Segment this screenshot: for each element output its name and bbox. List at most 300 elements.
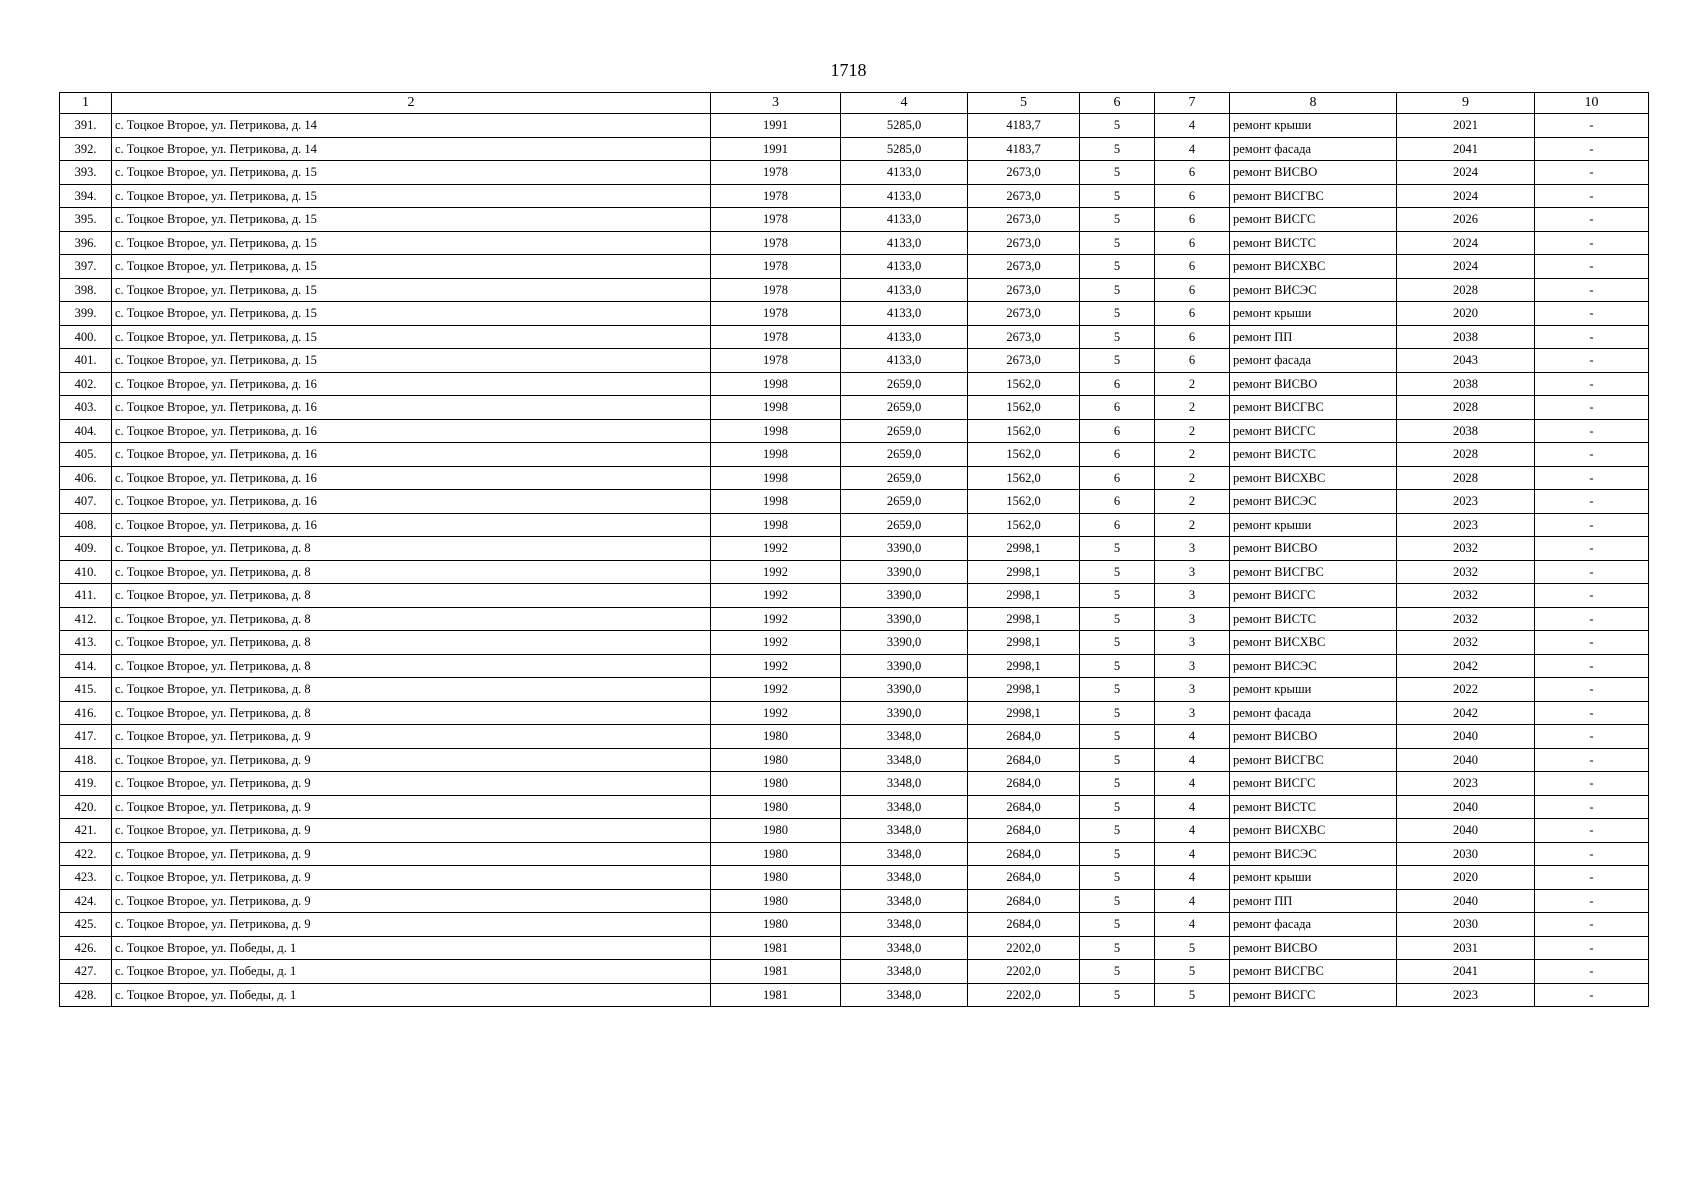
cell-total-area: 3348,0 — [841, 936, 968, 960]
cell-address: с. Тоцкое Второе, ул. Петрикова, д. 9 — [112, 748, 711, 772]
cell-row-number: 427. — [60, 960, 112, 984]
cell-planned-year: 2024 — [1397, 255, 1535, 279]
cell-planned-year: 2040 — [1397, 889, 1535, 913]
cell-living-area: 2684,0 — [968, 748, 1080, 772]
cell-year-built: 1992 — [711, 654, 841, 678]
cell-floors: 5 — [1080, 725, 1155, 749]
cell-living-area: 2998,1 — [968, 631, 1080, 655]
cell-entrances: 3 — [1155, 654, 1230, 678]
cell-entrances: 4 — [1155, 748, 1230, 772]
cell-year-built: 1992 — [711, 560, 841, 584]
cell-note: - — [1535, 443, 1649, 467]
cell-address: с. Тоцкое Второе, ул. Петрикова, д. 15 — [112, 231, 711, 255]
cell-note: - — [1535, 325, 1649, 349]
cell-entrances: 5 — [1155, 960, 1230, 984]
table-row — [60, 114, 1649, 138]
cell-total-area: 4133,0 — [841, 231, 968, 255]
column-header-2: 2 — [112, 93, 711, 114]
cell-address: с. Тоцкое Второе, ул. Петрикова, д. 16 — [112, 513, 711, 537]
cell-living-area: 2684,0 — [968, 842, 1080, 866]
cell-year-built: 1998 — [711, 419, 841, 443]
column-header-10: 10 — [1535, 93, 1649, 114]
cell-living-area: 2998,1 — [968, 654, 1080, 678]
cell-year-built: 1992 — [711, 701, 841, 725]
cell-entrances: 4 — [1155, 913, 1230, 937]
cell-planned-year: 2024 — [1397, 231, 1535, 255]
cell-address: с. Тоцкое Второе, ул. Петрикова, д. 9 — [112, 725, 711, 749]
table-row — [60, 795, 1649, 819]
cell-work-type: ремонт ВИСЭС — [1230, 278, 1397, 302]
cell-note: - — [1535, 372, 1649, 396]
cell-year-built: 1978 — [711, 325, 841, 349]
cell-address: с. Тоцкое Второе, ул. Победы, д. 1 — [112, 983, 711, 1007]
cell-note: - — [1535, 137, 1649, 161]
cell-work-type: ремонт ВИСГС — [1230, 208, 1397, 232]
cell-living-area: 2673,0 — [968, 231, 1080, 255]
cell-entrances: 4 — [1155, 114, 1230, 138]
cell-planned-year: 2022 — [1397, 678, 1535, 702]
cell-total-area: 3348,0 — [841, 725, 968, 749]
table-row — [60, 866, 1649, 890]
cell-total-area: 3348,0 — [841, 866, 968, 890]
column-header-6: 6 — [1080, 93, 1155, 114]
cell-work-type: ремонт ВИСВО — [1230, 161, 1397, 185]
cell-address: с. Тоцкое Второе, ул. Петрикова, д. 15 — [112, 278, 711, 302]
cell-living-area: 4183,7 — [968, 114, 1080, 138]
cell-row-number: 420. — [60, 795, 112, 819]
cell-address: с. Тоцкое Второе, ул. Петрикова, д. 9 — [112, 795, 711, 819]
cell-entrances: 3 — [1155, 631, 1230, 655]
cell-floors: 5 — [1080, 631, 1155, 655]
cell-planned-year: 2040 — [1397, 725, 1535, 749]
cell-address: с. Тоцкое Второе, ул. Петрикова, д. 9 — [112, 842, 711, 866]
table-row — [60, 513, 1649, 537]
cell-year-built: 1998 — [711, 513, 841, 537]
cell-work-type: ремонт ВИСХВС — [1230, 631, 1397, 655]
cell-work-type: ремонт фасада — [1230, 137, 1397, 161]
cell-work-type: ремонт ВИСВО — [1230, 372, 1397, 396]
cell-note: - — [1535, 772, 1649, 796]
cell-year-built: 1980 — [711, 889, 841, 913]
cell-planned-year: 2021 — [1397, 114, 1535, 138]
cell-entrances: 2 — [1155, 466, 1230, 490]
cell-address: с. Тоцкое Второе, ул. Петрикова, д. 8 — [112, 560, 711, 584]
cell-work-type: ремонт ВИСГВС — [1230, 184, 1397, 208]
cell-entrances: 4 — [1155, 842, 1230, 866]
cell-year-built: 1981 — [711, 960, 841, 984]
cell-entrances: 6 — [1155, 208, 1230, 232]
cell-row-number: 396. — [60, 231, 112, 255]
cell-floors: 5 — [1080, 208, 1155, 232]
cell-note: - — [1535, 161, 1649, 185]
table-row — [60, 889, 1649, 913]
cell-planned-year: 2040 — [1397, 748, 1535, 772]
cell-work-type: ремонт ВИСЭС — [1230, 490, 1397, 514]
cell-entrances: 2 — [1155, 419, 1230, 443]
cell-total-area: 3390,0 — [841, 607, 968, 631]
cell-total-area: 3390,0 — [841, 584, 968, 608]
cell-work-type: ремонт ВИСВО — [1230, 936, 1397, 960]
cell-note: - — [1535, 725, 1649, 749]
table-row — [60, 443, 1649, 467]
cell-note: - — [1535, 302, 1649, 326]
cell-note: - — [1535, 631, 1649, 655]
cell-work-type: ремонт ВИСВО — [1230, 537, 1397, 561]
cell-note: - — [1535, 231, 1649, 255]
cell-row-number: 397. — [60, 255, 112, 279]
cell-floors: 5 — [1080, 607, 1155, 631]
cell-note: - — [1535, 278, 1649, 302]
table-row — [60, 631, 1649, 655]
cell-entrances: 3 — [1155, 560, 1230, 584]
cell-entrances: 4 — [1155, 866, 1230, 890]
column-header-9: 9 — [1397, 93, 1535, 114]
cell-planned-year: 2032 — [1397, 537, 1535, 561]
table-row — [60, 772, 1649, 796]
cell-address: с. Тоцкое Второе, ул. Петрикова, д. 15 — [112, 208, 711, 232]
cell-note: - — [1535, 537, 1649, 561]
cell-floors: 5 — [1080, 184, 1155, 208]
cell-work-type: ремонт ВИСХВС — [1230, 819, 1397, 843]
cell-address: с. Тоцкое Второе, ул. Петрикова, д. 16 — [112, 466, 711, 490]
cell-floors: 5 — [1080, 819, 1155, 843]
cell-note: - — [1535, 466, 1649, 490]
cell-total-area: 2659,0 — [841, 372, 968, 396]
cell-entrances: 6 — [1155, 231, 1230, 255]
cell-planned-year: 2026 — [1397, 208, 1535, 232]
cell-total-area: 3348,0 — [841, 960, 968, 984]
cell-address: с. Тоцкое Второе, ул. Петрикова, д. 15 — [112, 349, 711, 373]
cell-floors: 5 — [1080, 349, 1155, 373]
cell-row-number: 411. — [60, 584, 112, 608]
cell-floors: 6 — [1080, 372, 1155, 396]
cell-row-number: 421. — [60, 819, 112, 843]
cell-entrances: 6 — [1155, 325, 1230, 349]
cell-work-type: ремонт ПП — [1230, 325, 1397, 349]
cell-floors: 6 — [1080, 490, 1155, 514]
table-row — [60, 960, 1649, 984]
cell-address: с. Тоцкое Второе, ул. Петрикова, д. 9 — [112, 866, 711, 890]
cell-living-area: 2202,0 — [968, 936, 1080, 960]
cell-living-area: 2998,1 — [968, 701, 1080, 725]
table-row — [60, 842, 1649, 866]
cell-work-type: ремонт ВИСТС — [1230, 443, 1397, 467]
cell-row-number: 419. — [60, 772, 112, 796]
cell-row-number: 400. — [60, 325, 112, 349]
cell-total-area: 2659,0 — [841, 396, 968, 420]
cell-row-number: 403. — [60, 396, 112, 420]
cell-floors: 5 — [1080, 584, 1155, 608]
cell-living-area: 1562,0 — [968, 466, 1080, 490]
cell-entrances: 3 — [1155, 607, 1230, 631]
cell-row-number: 415. — [60, 678, 112, 702]
cell-year-built: 1998 — [711, 466, 841, 490]
cell-row-number: 407. — [60, 490, 112, 514]
cell-total-area: 3390,0 — [841, 701, 968, 725]
cell-note: - — [1535, 795, 1649, 819]
cell-floors: 5 — [1080, 772, 1155, 796]
table-row — [60, 255, 1649, 279]
cell-living-area: 2202,0 — [968, 983, 1080, 1007]
cell-row-number: 422. — [60, 842, 112, 866]
cell-floors: 5 — [1080, 795, 1155, 819]
cell-year-built: 1980 — [711, 842, 841, 866]
cell-address: с. Тоцкое Второе, ул. Петрикова, д. 9 — [112, 889, 711, 913]
cell-living-area: 2202,0 — [968, 960, 1080, 984]
cell-note: - — [1535, 490, 1649, 514]
cell-year-built: 1991 — [711, 137, 841, 161]
cell-address: с. Тоцкое Второе, ул. Петрикова, д. 14 — [112, 137, 711, 161]
cell-work-type: ремонт крыши — [1230, 513, 1397, 537]
cell-living-area: 2673,0 — [968, 325, 1080, 349]
table-row — [60, 607, 1649, 631]
cell-planned-year: 2032 — [1397, 607, 1535, 631]
cell-entrances: 6 — [1155, 349, 1230, 373]
cell-floors: 6 — [1080, 513, 1155, 537]
cell-planned-year: 2030 — [1397, 913, 1535, 937]
cell-work-type: ремонт ВИСГС — [1230, 584, 1397, 608]
cell-address: с. Тоцкое Второе, ул. Петрикова, д. 16 — [112, 372, 711, 396]
cell-total-area: 2659,0 — [841, 513, 968, 537]
cell-year-built: 1992 — [711, 631, 841, 655]
cell-work-type: ремонт крыши — [1230, 866, 1397, 890]
cell-living-area: 2998,1 — [968, 607, 1080, 631]
table-row — [60, 184, 1649, 208]
cell-row-number: 401. — [60, 349, 112, 373]
cell-floors: 5 — [1080, 701, 1155, 725]
cell-year-built: 1981 — [711, 983, 841, 1007]
cell-entrances: 3 — [1155, 678, 1230, 702]
cell-year-built: 1978 — [711, 302, 841, 326]
cell-entrances: 2 — [1155, 396, 1230, 420]
cell-floors: 5 — [1080, 960, 1155, 984]
cell-total-area: 3348,0 — [841, 889, 968, 913]
cell-note: - — [1535, 842, 1649, 866]
cell-planned-year: 2020 — [1397, 866, 1535, 890]
cell-living-area: 2673,0 — [968, 255, 1080, 279]
cell-address: с. Тоцкое Второе, ул. Петрикова, д. 8 — [112, 654, 711, 678]
table-row — [60, 560, 1649, 584]
cell-entrances: 5 — [1155, 936, 1230, 960]
table-row — [60, 466, 1649, 490]
cell-note: - — [1535, 607, 1649, 631]
cell-living-area: 2673,0 — [968, 161, 1080, 185]
cell-year-built: 1992 — [711, 537, 841, 561]
cell-work-type: ремонт ВИСЭС — [1230, 842, 1397, 866]
cell-work-type: ремонт ВИСГС — [1230, 772, 1397, 796]
cell-living-area: 4183,7 — [968, 137, 1080, 161]
table-row — [60, 537, 1649, 561]
cell-living-area: 2998,1 — [968, 678, 1080, 702]
cell-row-number: 395. — [60, 208, 112, 232]
cell-total-area: 5285,0 — [841, 137, 968, 161]
cell-address: с. Тоцкое Второе, ул. Петрикова, д. 8 — [112, 537, 711, 561]
cell-row-number: 405. — [60, 443, 112, 467]
cell-work-type: ремонт ВИСХВС — [1230, 466, 1397, 490]
table-row — [60, 208, 1649, 232]
column-header-1: 1 — [60, 93, 112, 114]
cell-work-type: ремонт крыши — [1230, 114, 1397, 138]
cell-year-built: 1980 — [711, 819, 841, 843]
cell-address: с. Тоцкое Второе, ул. Петрикова, д. 16 — [112, 419, 711, 443]
cell-planned-year: 2032 — [1397, 584, 1535, 608]
cell-floors: 5 — [1080, 278, 1155, 302]
cell-planned-year: 2038 — [1397, 325, 1535, 349]
cell-planned-year: 2041 — [1397, 137, 1535, 161]
cell-total-area: 2659,0 — [841, 419, 968, 443]
cell-note: - — [1535, 255, 1649, 279]
cell-year-built: 1991 — [711, 114, 841, 138]
cell-year-built: 1998 — [711, 396, 841, 420]
cell-address: с. Тоцкое Второе, ул. Петрикова, д. 8 — [112, 584, 711, 608]
cell-note: - — [1535, 913, 1649, 937]
cell-living-area: 2998,1 — [968, 537, 1080, 561]
cell-entrances: 4 — [1155, 819, 1230, 843]
cell-note: - — [1535, 584, 1649, 608]
cell-work-type: ремонт ВИСВО — [1230, 725, 1397, 749]
cell-year-built: 1980 — [711, 748, 841, 772]
cell-floors: 5 — [1080, 654, 1155, 678]
column-header-8: 8 — [1230, 93, 1397, 114]
cell-year-built: 1978 — [711, 161, 841, 185]
cell-floors: 5 — [1080, 866, 1155, 890]
cell-address: с. Тоцкое Второе, ул. Петрикова, д. 15 — [112, 184, 711, 208]
cell-year-built: 1980 — [711, 795, 841, 819]
cell-planned-year: 2042 — [1397, 654, 1535, 678]
cell-planned-year: 2032 — [1397, 631, 1535, 655]
cell-entrances: 6 — [1155, 255, 1230, 279]
cell-total-area: 3390,0 — [841, 631, 968, 655]
cell-floors: 6 — [1080, 419, 1155, 443]
cell-total-area: 2659,0 — [841, 466, 968, 490]
cell-entrances: 6 — [1155, 184, 1230, 208]
cell-total-area: 4133,0 — [841, 325, 968, 349]
cell-planned-year: 2028 — [1397, 466, 1535, 490]
cell-row-number: 394. — [60, 184, 112, 208]
cell-planned-year: 2042 — [1397, 701, 1535, 725]
cell-floors: 5 — [1080, 889, 1155, 913]
column-header-7: 7 — [1155, 93, 1230, 114]
cell-total-area: 3390,0 — [841, 678, 968, 702]
cell-note: - — [1535, 678, 1649, 702]
cell-planned-year: 2032 — [1397, 560, 1535, 584]
cell-planned-year: 2024 — [1397, 161, 1535, 185]
cell-total-area: 3348,0 — [841, 748, 968, 772]
cell-work-type: ремонт ПП — [1230, 889, 1397, 913]
cell-row-number: 425. — [60, 913, 112, 937]
table-row — [60, 983, 1649, 1007]
cell-work-type: ремонт ВИСГВС — [1230, 960, 1397, 984]
cell-year-built: 1992 — [711, 607, 841, 631]
cell-living-area: 1562,0 — [968, 490, 1080, 514]
table-row — [60, 490, 1649, 514]
cell-living-area: 2673,0 — [968, 349, 1080, 373]
cell-note: - — [1535, 936, 1649, 960]
cell-year-built: 1980 — [711, 725, 841, 749]
cell-floors: 5 — [1080, 913, 1155, 937]
cell-work-type: ремонт ВИСГВС — [1230, 560, 1397, 584]
cell-year-built: 1992 — [711, 678, 841, 702]
cell-work-type: ремонт фасада — [1230, 701, 1397, 725]
cell-work-type: ремонт ВИСТС — [1230, 607, 1397, 631]
cell-planned-year: 2028 — [1397, 396, 1535, 420]
cell-floors: 5 — [1080, 537, 1155, 561]
cell-work-type: ремонт крыши — [1230, 302, 1397, 326]
cell-planned-year: 2041 — [1397, 960, 1535, 984]
cell-note: - — [1535, 396, 1649, 420]
cell-note: - — [1535, 208, 1649, 232]
cell-note: - — [1535, 114, 1649, 138]
table-row — [60, 231, 1649, 255]
cell-planned-year: 2040 — [1397, 795, 1535, 819]
cell-work-type: ремонт ВИСГС — [1230, 983, 1397, 1007]
table-row — [60, 372, 1649, 396]
cell-planned-year: 2043 — [1397, 349, 1535, 373]
cell-entrances: 4 — [1155, 725, 1230, 749]
cell-entrances: 5 — [1155, 983, 1230, 1007]
cell-note: - — [1535, 560, 1649, 584]
cell-row-number: 408. — [60, 513, 112, 537]
repair-register-table — [59, 92, 1649, 1007]
cell-year-built: 1978 — [711, 231, 841, 255]
cell-address: с. Тоцкое Второе, ул. Петрикова, д. 16 — [112, 443, 711, 467]
cell-year-built: 1998 — [711, 490, 841, 514]
cell-note: - — [1535, 701, 1649, 725]
cell-total-area: 3348,0 — [841, 819, 968, 843]
cell-floors: 5 — [1080, 114, 1155, 138]
cell-floors: 6 — [1080, 443, 1155, 467]
cell-total-area: 3348,0 — [841, 913, 968, 937]
cell-living-area: 2684,0 — [968, 866, 1080, 890]
cell-total-area: 2659,0 — [841, 443, 968, 467]
cell-year-built: 1981 — [711, 936, 841, 960]
cell-work-type: ремонт ВИСХВС — [1230, 255, 1397, 279]
cell-address: с. Тоцкое Второе, ул. Петрикова, д. 8 — [112, 701, 711, 725]
cell-work-type: ремонт ВИСТС — [1230, 231, 1397, 255]
cell-floors: 5 — [1080, 678, 1155, 702]
cell-total-area: 3348,0 — [841, 983, 968, 1007]
cell-planned-year: 2023 — [1397, 772, 1535, 796]
cell-entrances: 2 — [1155, 372, 1230, 396]
column-header-5: 5 — [968, 93, 1080, 114]
cell-row-number: 423. — [60, 866, 112, 890]
cell-address: с. Тоцкое Второе, ул. Петрикова, д. 8 — [112, 631, 711, 655]
cell-note: - — [1535, 866, 1649, 890]
cell-floors: 5 — [1080, 842, 1155, 866]
cell-year-built: 1980 — [711, 866, 841, 890]
cell-planned-year: 2024 — [1397, 184, 1535, 208]
cell-planned-year: 2023 — [1397, 983, 1535, 1007]
cell-year-built: 1980 — [711, 772, 841, 796]
cell-planned-year: 2031 — [1397, 936, 1535, 960]
cell-row-number: 417. — [60, 725, 112, 749]
cell-row-number: 412. — [60, 607, 112, 631]
cell-living-area: 1562,0 — [968, 372, 1080, 396]
cell-floors: 5 — [1080, 231, 1155, 255]
cell-living-area: 1562,0 — [968, 513, 1080, 537]
cell-work-type: ремонт ВИСГВС — [1230, 396, 1397, 420]
cell-year-built: 1978 — [711, 184, 841, 208]
cell-address: с. Тоцкое Второе, ул. Петрикова, д. 16 — [112, 396, 711, 420]
cell-total-area: 3390,0 — [841, 654, 968, 678]
cell-living-area: 2684,0 — [968, 795, 1080, 819]
table-row — [60, 725, 1649, 749]
cell-row-number: 398. — [60, 278, 112, 302]
cell-entrances: 3 — [1155, 701, 1230, 725]
cell-note: - — [1535, 654, 1649, 678]
cell-total-area: 3390,0 — [841, 537, 968, 561]
cell-floors: 5 — [1080, 983, 1155, 1007]
